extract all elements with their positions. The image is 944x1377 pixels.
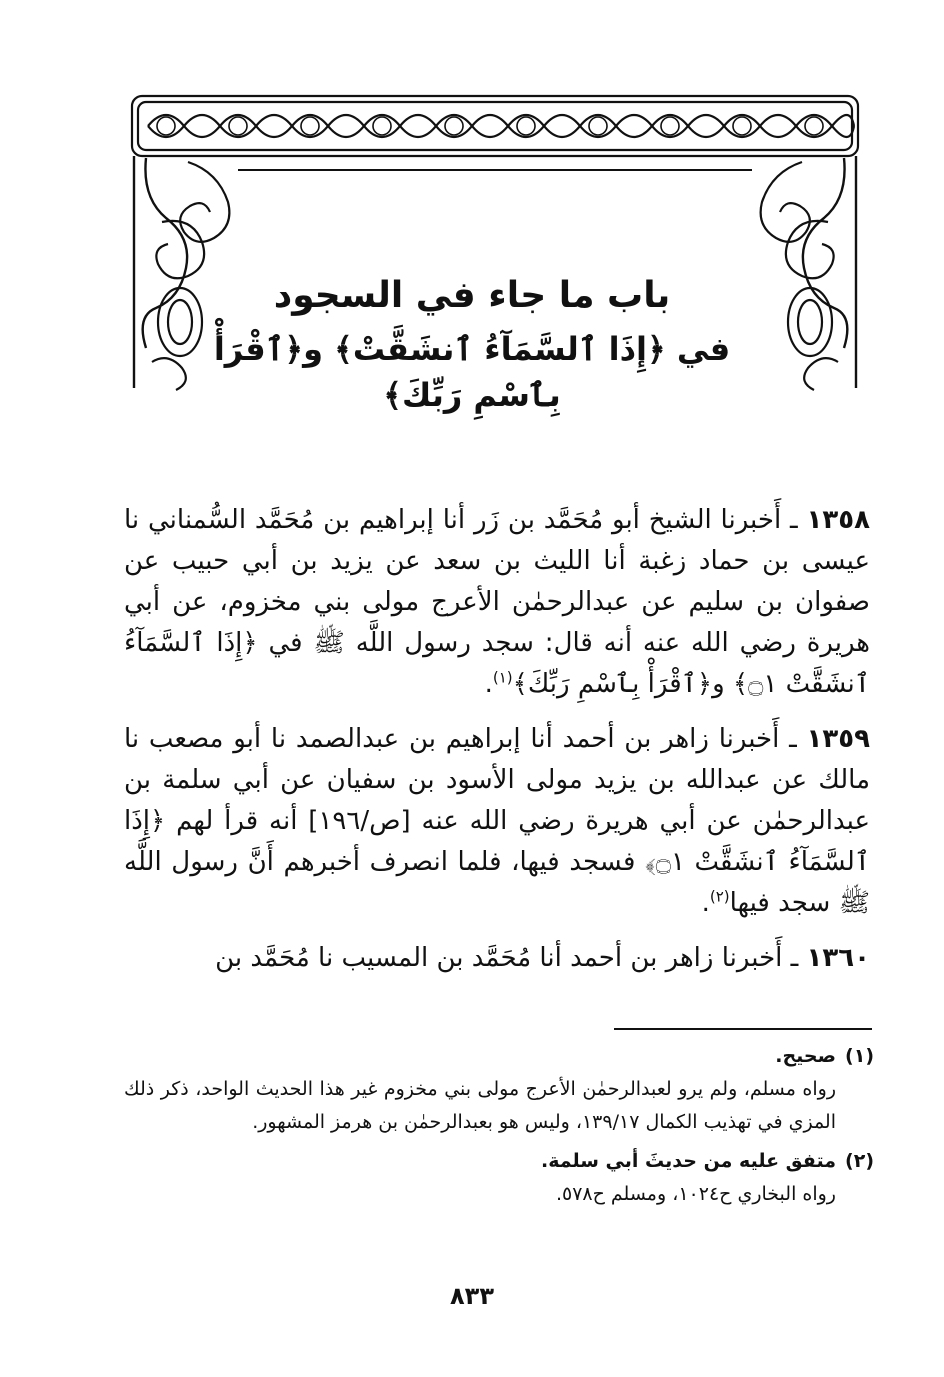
- footnote-number: (٢): [845, 1150, 874, 1172]
- hadith-text: ـ أَخبرنا زاهر بن أحمد أنا مُحَمَّد بن المسيب نا مُحَمَّد بن: [215, 943, 799, 973]
- footnote-1-head: [124, 1040, 874, 1073]
- footnotes: [124, 1040, 874, 1217]
- hadith-body: [124, 500, 870, 993]
- subtitle-prefix: في: [676, 330, 731, 368]
- chapter-subtitle: [200, 326, 744, 418]
- hadith-1359: [124, 719, 870, 924]
- hadith-number: ١٣٥٩: [806, 724, 871, 754]
- footnote-number: (١): [845, 1045, 874, 1067]
- hadith-end: .: [701, 888, 710, 918]
- quran-bracket-close-icon: ﴾: [383, 376, 403, 414]
- hadith-number: ١٣٦٠: [806, 943, 870, 973]
- footnote-1-body: رواه مسلم، ولم يرو لعبدالرحمٰن الأعرج مولى بني مخزوم غير هذا الحديث الواحد، ذكر ذلك المزي في تهذيب الكمال ١٣٩/١٧، وليس هو بعبدالرحمٰن بن هرمز المشهور.: [124, 1078, 836, 1133]
- page-number: ٨٣٣: [450, 1282, 494, 1310]
- footnote-2-body: رواه البخاري ح١٠٢٤، ومسلم ح٥٧٨.: [555, 1183, 836, 1205]
- hadith-text: ـ أَخبرنا زاهر بن أحمد أنا إبراهيم بن عبدالصمد نا أبو مصعب نا مالك عن عبدالله بن يزيد مولى الأسود بن سفيان عن أبي سلمة بن عبدالرحمٰن عن أبي هريرة رضي الله عنه [ص/١٩٦] أنه قرأ لهم ﴿إِذَا ٱلسَّمَآءُ ٱنشَقَّتْ ۝١﴾ فسجد فيها، فلما انصرف أخبرهم أَنَّ رسول اللَّه ﷺ سجد فيها: [124, 724, 871, 918]
- quran-bracket-open-icon: ﴿: [284, 330, 304, 368]
- hadith-1358: [124, 500, 870, 705]
- quran-bracket-open-icon: ﴿: [646, 330, 666, 368]
- footnote-divider: [614, 1028, 872, 1030]
- hadith-text: ـ أَخبرنا الشيخ أبو مُحَمَّد بن زَر أنا إبراهيم بن مُحَمَّد السُّمناني نا عيسى بن حماد زغبة أنا الليث بن سعد عن يزيد بن أبي حبيب عن صفوان بن سليم عن عبدالرحمٰن الأعرج مولى بني مخزوم، عن أبي هريرة رضي الله عنه أنه قال: سجد رسول اللَّه ﷺ في ﴿إِذَا ٱلسَّمَآءُ ٱنشَقَّتْ ۝١﴾ و﴿ٱقْرَأْ بِٱسْمِ رَبِّكَ﴾: [124, 505, 870, 699]
- hadith-end: .: [484, 669, 493, 699]
- footnote-ref: (١): [492, 668, 513, 687]
- footnote-2-head: [124, 1145, 874, 1178]
- hadith-number: ١٣٥٨: [806, 505, 870, 535]
- footnote-head-text: متفق عليه من حديثَ أبي سلمة.: [541, 1150, 836, 1172]
- chapter-title: باب ما جاء في السجود: [273, 275, 671, 316]
- hadith-1360: [124, 938, 870, 979]
- surah-title-1: إِذَا ٱلسَّمَآءُ ٱنشَقَّتْ: [352, 330, 647, 368]
- footnote-ref: (٢): [709, 887, 730, 906]
- quran-bracket-close-icon: ﴾: [334, 330, 353, 368]
- footnote-head-text: صحيح.: [775, 1045, 836, 1067]
- subtitle-conjunction: و: [303, 330, 324, 368]
- surah-title-2: ٱقْرَأْ بِٱسْمِ رَبِّكَ: [213, 330, 561, 414]
